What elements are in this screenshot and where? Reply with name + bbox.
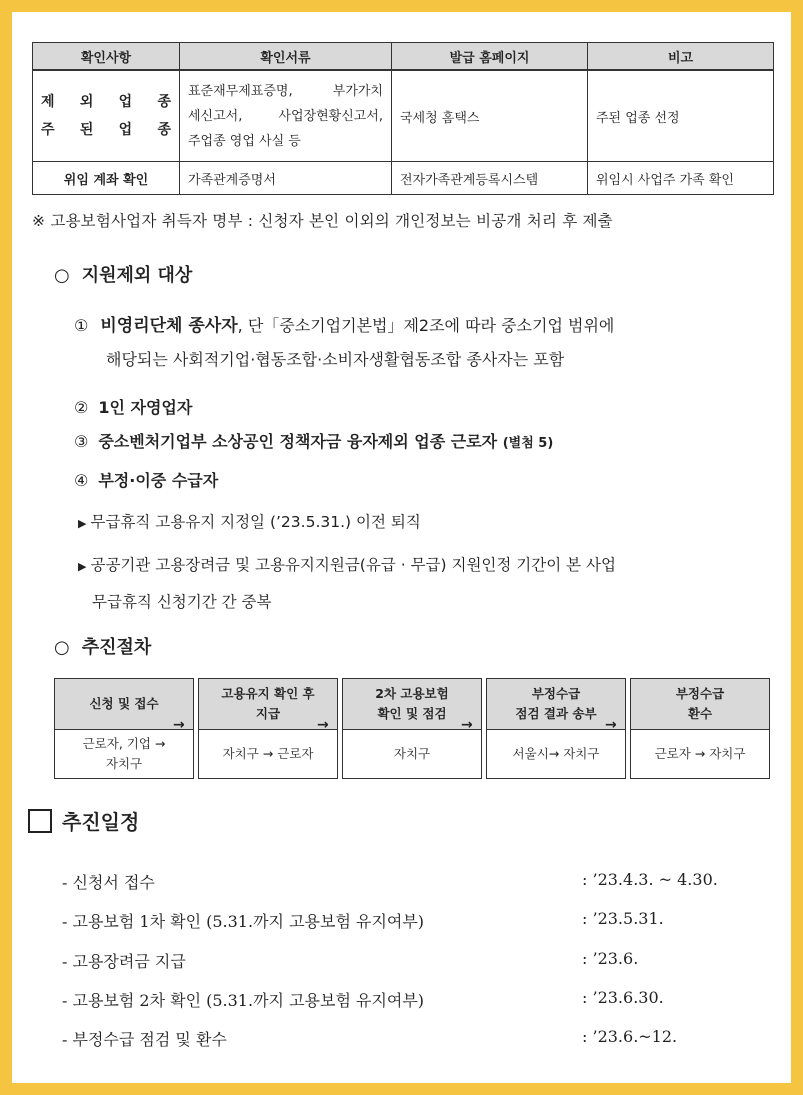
exclusion-item-3 (74, 429, 553, 452)
triangle-bullet-icon: ▶ (78, 560, 87, 573)
item-text: , 단「중소기업기본법」제2조에 따라 중소기업 범위에 (237, 316, 615, 335)
table-header-row (33, 43, 774, 71)
table-row (33, 70, 774, 162)
flow-step-title-line: 부정수급 (531, 686, 581, 701)
document-page (12, 12, 791, 1083)
flow-step-title-line: 확인 및 점검 (377, 706, 447, 721)
flow-step-title-line: 부정수급 (675, 686, 725, 701)
bullet-text: 공공기관 고용장려금 및 고용유지지원금(유급 · 무급) 지원인정 기간이 본 사업 (90, 556, 616, 574)
item-number: ② (74, 398, 89, 417)
item-bold-text: 비영리단체 종사자 (100, 316, 238, 336)
table-row (33, 162, 774, 195)
flow-step-title-line: 고용유지 확인 후 (221, 686, 315, 701)
arrow-right-icon: → (317, 717, 329, 733)
table-cell: 위임 계좌 확인 (33, 162, 180, 195)
exclusion-item-2 (74, 395, 192, 418)
flow-step-actor (55, 730, 193, 778)
cell-line: 세신고서, 사업장현황신고서, (188, 108, 383, 124)
cell-line: 표준재무제표증명, 부가가치 (188, 83, 383, 99)
item-appendix: (별첨 5) (502, 436, 554, 451)
table-cell: 주된 업종 선정 (588, 70, 774, 162)
schedule-label: - 부정수급 점검 및 환수 (62, 1030, 227, 1049)
arrow-right-icon: → (461, 717, 473, 733)
schedule-label: - 고용보험 1차 확인 (5.31.까지 고용보험 유지여부) (62, 912, 425, 931)
item-number: ③ (74, 432, 89, 451)
item-number: ④ (74, 471, 89, 490)
item-text: 부정·이중 수급자 (98, 471, 219, 490)
table-cell (33, 70, 180, 162)
section-heading-exclusion (54, 261, 192, 287)
flow-step-title (631, 679, 769, 730)
flow-step-actor: 자치구 → 근로자 (222, 746, 314, 761)
cell-line: 주업종 영업 사실 등 (188, 133, 301, 149)
table-cell: 위임시 사업주 가족 확인 (588, 162, 774, 195)
schedule-date: : ’23.6.30. (582, 988, 664, 1007)
flow-step-title-line: 2차 고용보험 (375, 686, 449, 701)
table-cell: 가족관계증명서 (180, 162, 392, 195)
schedule-date: : ’23.5.31. (582, 909, 664, 928)
table-header: 확인사항 (33, 43, 180, 71)
table-header: 발급 홈페이지 (392, 43, 588, 71)
flow-step-actor: 근로자 → 자치구 (654, 746, 746, 761)
bullet-item (78, 553, 616, 575)
bullet-text: 무급휴직 고용유지 지정일 (’23.5.31.) 이전 퇴직 (90, 513, 421, 531)
item-text: 해당되는 사회적기업·협동조합·소비자생활협동조합 종사자는 포함 (106, 350, 565, 369)
circle-marker: ○ (54, 637, 70, 658)
flow-step-actor-line: 자치구 (105, 756, 143, 771)
privacy-notice: ※ 고용보험사업자 취득자 명부 : 신청자 본인 이외의 개인정보는 비공개 처리 후 제출 (32, 212, 613, 230)
item-text: 1인 자영업자 (98, 398, 193, 417)
circle-marker: ○ (54, 265, 70, 286)
schedule-date: : ’23.6. (582, 949, 639, 968)
cell-line: 주 된 업 종 (41, 122, 171, 138)
section-title: 추진절차 (81, 637, 152, 658)
flow-step-title-line: 점검 결과 송부 (515, 706, 597, 721)
schedule-label: - 신청서 접수 (62, 873, 155, 892)
table-header: 확인서류 (180, 43, 392, 71)
schedule-date: : ’23.6.~12. (582, 1027, 678, 1046)
triangle-bullet-icon: ▶ (78, 517, 87, 530)
flow-step-title: 신청 및 접수 (55, 679, 193, 730)
flow-step-actor-line: 근로자, 기업 → (82, 736, 166, 751)
cell-line: 제 외 업 종 (41, 94, 171, 110)
table-cell (180, 70, 392, 162)
item-number: ① (74, 316, 89, 335)
verification-table (32, 42, 774, 195)
schedule-label: - 고용보험 2차 확인 (5.31.까지 고용보험 유지여부) (62, 991, 425, 1010)
flow-step-5 (630, 678, 770, 779)
table-cell: 국세청 홈택스 (392, 70, 588, 162)
bullet-text-continued: 무급휴직 신청기간 간 중복 (92, 593, 272, 611)
schedule-title: 추진일정 (62, 810, 140, 834)
exclusion-item-1 (74, 309, 774, 377)
section-title: 지원제외 대상 (81, 265, 193, 286)
arrow-right-icon: → (173, 717, 185, 733)
flow-step-title-line: 환수 (687, 706, 713, 721)
section-heading-procedure (54, 633, 151, 659)
checkbox-square-icon (28, 809, 52, 833)
flow-step-actor: 자치구 (393, 746, 431, 761)
table-header: 비고 (588, 43, 774, 71)
bullet-item (78, 510, 421, 532)
arrow-right-icon: → (605, 717, 617, 733)
flow-step-actor: 서울시→ 자치구 (512, 746, 600, 761)
schedule-date: : ’23.4.3. ~ 4.30. (582, 870, 718, 889)
exclusion-item-4 (74, 468, 218, 491)
item-text: 중소벤처기업부 소상공인 정책자금 융자제외 업종 근로자 (98, 432, 498, 451)
schedule-label: - 고용장려금 지급 (62, 952, 186, 971)
flow-step-title-line: 지급 (255, 706, 281, 721)
table-cell: 전자가족관계등록시스템 (392, 162, 588, 195)
